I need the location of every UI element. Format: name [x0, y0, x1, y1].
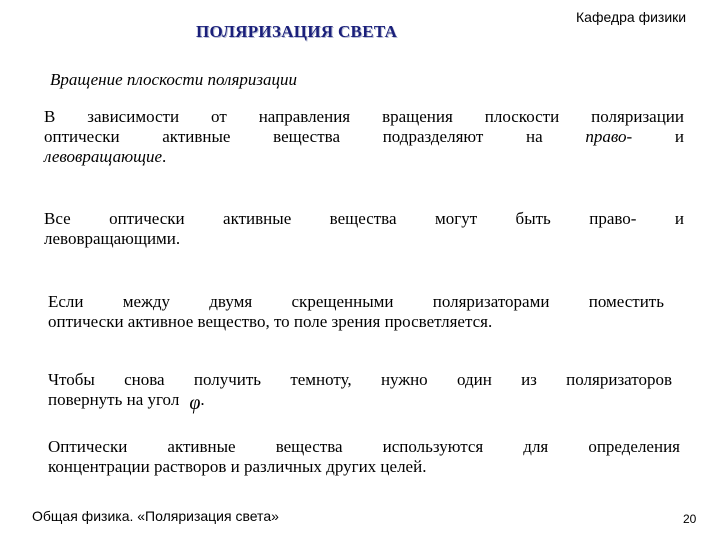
section-subtitle: Вращение плоскости поляризации — [50, 70, 297, 89]
paragraph-line — [44, 127, 684, 147]
text-run: . — [162, 147, 167, 166]
paragraph-line — [48, 390, 672, 413]
paragraph-line: В зависимости от направления вращения плоскости поляризации — [44, 107, 684, 126]
paragraph-line: Оптически активные вещества используются для определения — [48, 437, 680, 456]
phi-symbol: φ — [189, 392, 201, 414]
paragraph-restore-darkness — [48, 370, 672, 413]
paragraph-line: Чтобы снова получить темноту, нужно один из поляризаторов — [48, 370, 672, 389]
paragraph-line — [44, 147, 684, 167]
paragraph-line: Все оптически активные вещества могут быть право- и — [44, 209, 684, 228]
text-run: повернуть на угол — [48, 390, 180, 409]
paragraph-crossed-polarizers — [48, 292, 664, 332]
department-label: Кафедра физики — [576, 9, 687, 25]
slide-title: ПОЛЯРИЗАЦИЯ СВЕТА — [196, 22, 398, 41]
paragraph-line: левовращающими. — [44, 229, 181, 248]
paragraph-rotation-direction — [44, 107, 684, 167]
paragraph-line: Если между двумя скрещенными поляризаторами поместить — [48, 292, 664, 311]
text-run: оптически активные вещества подразделяют на — [44, 127, 586, 146]
paragraph-line: концентрации растворов и различных других целей. — [48, 457, 427, 476]
page-number: 20 — [683, 512, 697, 526]
footer-course-title: Общая физика. «Поляризация света» — [32, 508, 279, 524]
text-run: . — [200, 390, 205, 409]
paragraph-applications — [48, 437, 680, 477]
emphasis-levo: левовращающие — [44, 147, 163, 166]
paragraph-all-substances — [44, 209, 684, 249]
paragraph-line: оптически активное вещество, то поле зрения просветляется. — [48, 312, 493, 331]
emphasis-dextro: право- — [585, 127, 633, 146]
text-run: и — [632, 127, 684, 146]
